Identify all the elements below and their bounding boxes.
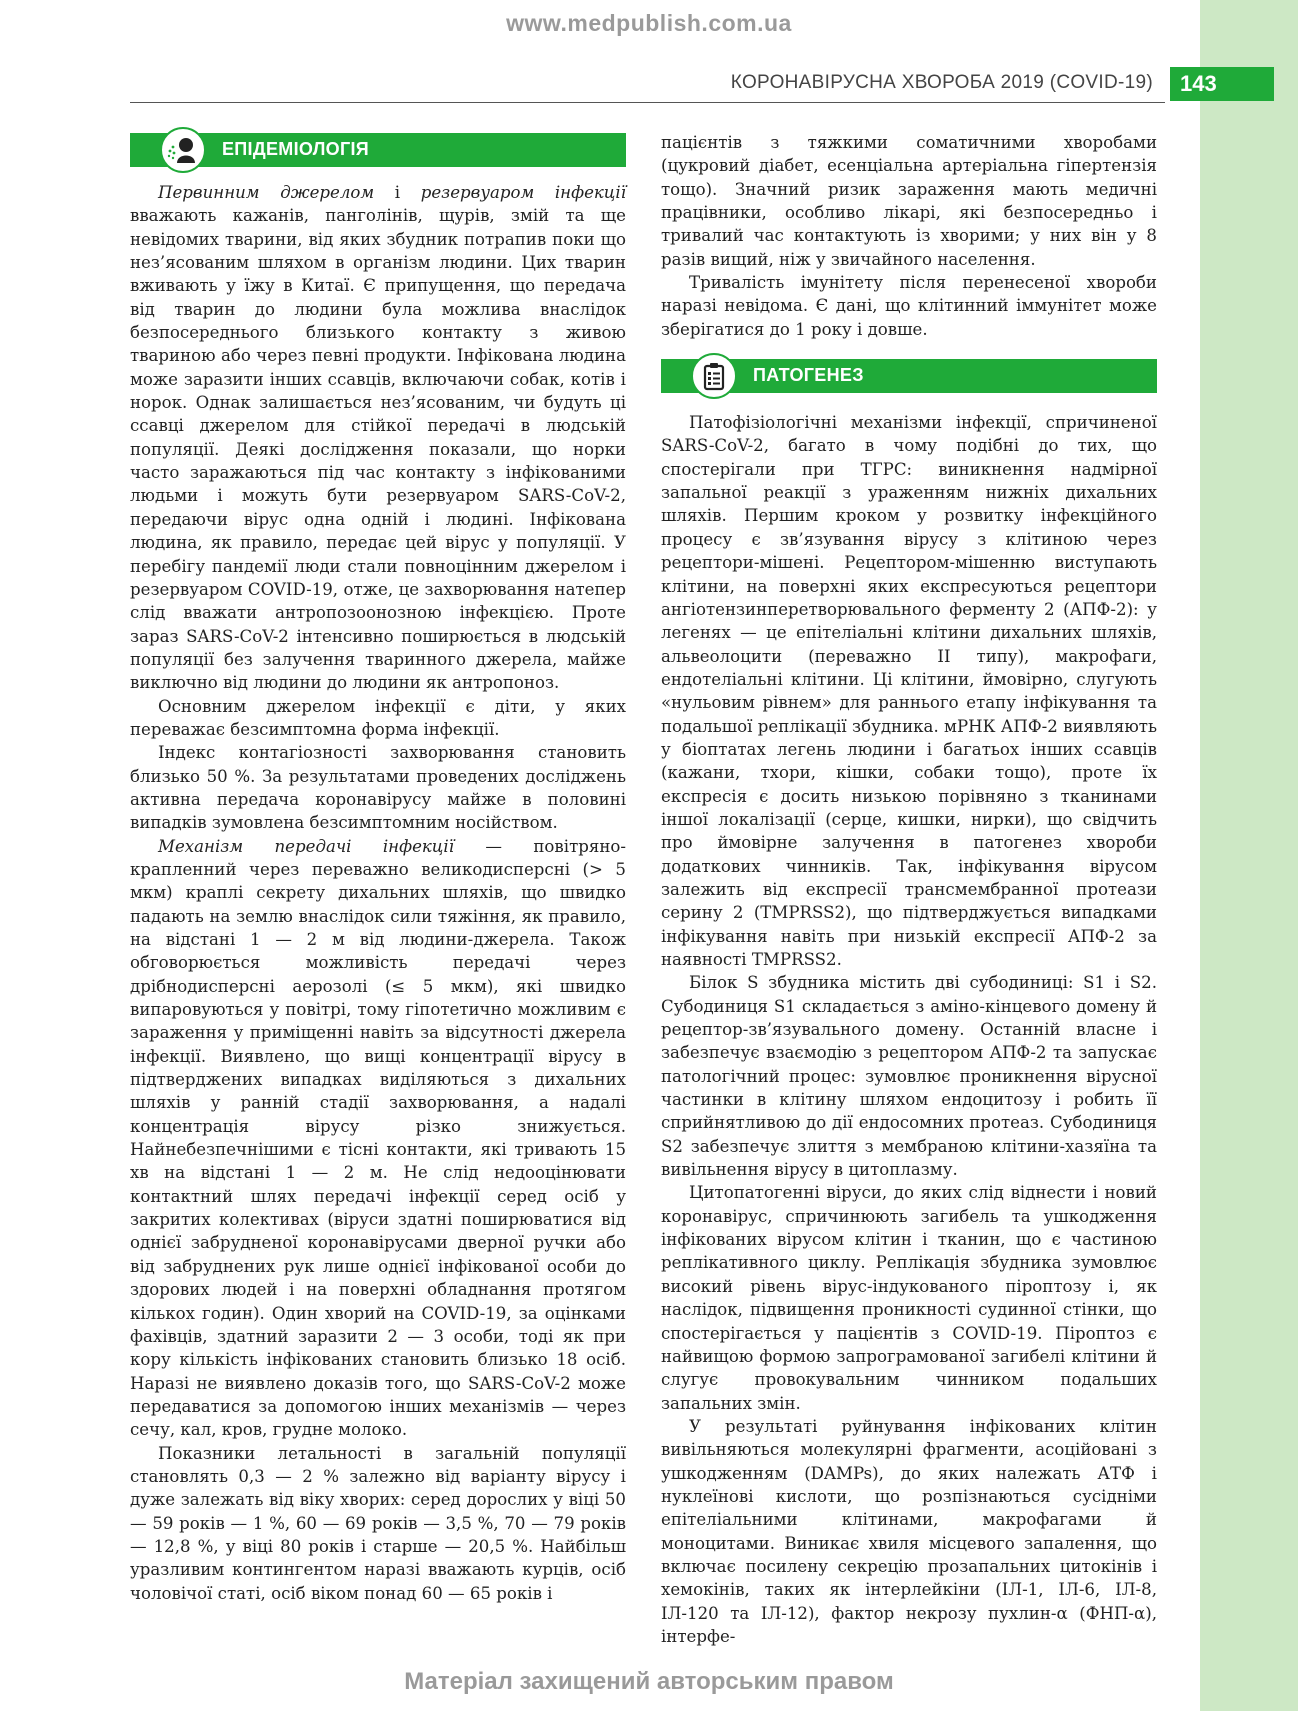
paragraph: Білок S збудника містить дві субодиниці: S1 і S2. Субодиниця S1 складається з аміно-кінцевого домену й рецептор-зв’язувального домену. Останній власне і забезпечує взаємодію з рецептором АПФ-2 та запускає патологічний процес: зумовлює проникнення вірусної частинки в клітину шляхом ендоцитозу і робить її сприйнятливою до дії ендосомних протеаз. Субодиниця S2 забезпечує злиття з мембраною клітини-хазяїна та вивільнення вірусу в цитоплазму. xyxy=(661,973,1157,1180)
italic-term: Механізм передачі інфекції xyxy=(158,836,455,856)
paragraph: Показники летальності в загальній популяції становлять 0,3 — 2 % залежно від варіанту вірусу і дуже залежать від віку хворих: серед дорослих у віці 50 — 59 років — 1 %, 60 — 69 років — 3,5 %, 70 — 79 років — 12,8 %, у віці 80 років і старше — 20,5 %. Найбільш уразливим контингентом наразі вважають курців, осіб чоловічої статі, осіб віком понад 60 — 65 років і xyxy=(130,1443,626,1603)
section-heading-pathogenesis xyxy=(661,359,1157,393)
paragraph: У результаті руйнування інфікованих клітин вивільняються молекулярні фрагменти, асоційовані з ушкодженням (DAMPs), до яких належать АТФ і нуклеїнові кислоти, що розпізнаються сусідніми епітеліальними клітинами, макрофагами й моноцитами. Виникає хвиля місцевого запалення, що включає посилену секрецію прозапальних цитокінів і хемокінів, таких як інтерлейкіни (ІЛ-1, ІЛ-6, ІЛ-8, ІЛ-120 та ІЛ-12), фактор некрозу пухлин-α (ФНП-α), інтерфе- xyxy=(661,1416,1157,1646)
page-number: 143 xyxy=(1170,67,1274,101)
paragraph: Тривалість імунітету після перенесеної хвороби наразі невідома. Є дані, що клітинний іммунітет може зберігатися до 1 року і довше. xyxy=(661,273,1157,339)
section-title-pathogenesis: ПАТОГЕНЕЗ xyxy=(753,365,864,386)
paragraph: Патофізіологічні механізми інфекції, спричиненої SARS-CoV-2, багато в чому подібні до тих, що спостерігали при ТГРС: виникнення надмірної запальної реакції з ураженням нижніх дихальних шляхів. Першим кроком у розвитку інфекційного процесу є зв’язування вірусу з клітиною через рецептори-мішені. Рецептором-мішенню виступають клітини, на поверхні яких експресуються рецептори ангіотензинперетворювального ферменту 2 (АПФ-2): у легенях — це епітеліальні клітини дихальних шляхів, альвеолоцити (переважно ІІ типу), макрофаги, ендотеліальні клітини. Ці клітини, ймовірно, слугують «нульовим рівнем» для раннього етапу інфікування та подальшої реплікації збудника. мРНК АПФ-2 виявляють у біоптатах легень людини і багатьох інших ссавців (кажани, тхори, кішки, собаки тощо), проте їх експресія є досить низькою порівняно з тканинами іншої локалізації (серце, кишки, нирки), що свідчить про ймовірне залучення в патогенез хвороби додаткових чинників. Так, інфікування вірусом залежить від експресії трансмембранної протеази серину 2 (TMPRSS2), що підтверджується випадками інфікування навіть при низькій експресії АПФ-2 за наявності TMPRSS2. xyxy=(661,413,1157,969)
paragraph xyxy=(130,835,626,1442)
right-column xyxy=(661,131,1157,1648)
left-column xyxy=(130,133,626,1605)
paragraph: Основним джерелом інфекції є діти, у яких переважає безсимптомна форма інфекції. xyxy=(130,696,626,739)
watermark-bottom: Матеріал захищений авторським правом xyxy=(404,1668,894,1695)
italic-term: резервуаром інфекції xyxy=(420,183,626,202)
paragraph: Індекс контагіозності захворювання становить близько 50 %. За результатами проведених досліджень активна передача коронавірусу майже в половині випадків зумовлена безсимптомним носійством. xyxy=(130,743,626,833)
text-run: і xyxy=(374,183,421,202)
paragraph: Цитопатогенні віруси, до яких слід віднести і новий коронавірус, спричинюють загибель та ушкодження інфікованих вірусом клітин і тканин, що є частиною реплікативного циклу. Реплікація збудника зумовлює високий рівень вірус-індукованого піроптозу і, як наслідок, підвищення проникності судинної стінки, що спостерігається у пацієнтів з COVID-19. Піроптоз є найвищою формою запрограмованої загибелі клітини й слугує провокувальним чинником подальших запальних змін. xyxy=(661,1183,1157,1413)
running-header xyxy=(130,68,1165,103)
italic-term: Первинним джерелом xyxy=(158,183,375,202)
page-side-band xyxy=(1200,0,1298,1711)
clipboard-list-icon xyxy=(691,353,737,399)
cough-person-icon xyxy=(160,127,206,173)
running-header-title: КОРОНАВІРУСНА ХВОРОБА 2019 (COVID-19) xyxy=(730,72,1153,93)
section-title-epidemiology: ЕПІДЕМІОЛОГІЯ xyxy=(222,139,369,160)
paragraph xyxy=(130,181,626,695)
watermark-top: www.medpublish.com.ua xyxy=(506,10,792,36)
section-heading-epidemiology xyxy=(130,133,626,167)
paragraph: пацієнтів з тяжкими соматичними хворобами (цукровий діабет, есенціальна артеріальна гіпертензія тощо). Значний ризик зараження мають медичні працівники, особливо лікарі, які безпосередньо і тривалий час контактують із хворими; у них він у 8 разів вищий, ніж у звичайного населення. xyxy=(661,133,1157,269)
text-run: — повітряно-крапленний через переважно великодисперсні (> 5 мкм) краплі секрету дихальних шляхів, що швидко падають на землю внаслідок сили тяжіння, як правило, на відстані 1 — 2 м від людини-джерела. Також обговорюється можливість передачі через дрібнодисперсні аерозолі (≤ 5 мкм), які швидко випаровуються у повітрі, тому гіпотетично можливим є зараження у приміщенні навіть за відсутності джерела інфекції. Виявлено, що вищі концентрації вірусу в підтверджених випадках виділяються з дихальних шляхів у ранній стадії захворювання, а надалі концентрація вірусу різко знижується. Найнебезпечнішими є тісні контакти, які тривають 15 хв на відстані 1 — 2 м. Не слід недооцінювати контактний шлях передачі інфекції серед осіб у закритих колективах (віруси здатні поширюватися від однієї забрудненої коронавірусами дверної ручки або від забруднених рук лише однієї інфікованої особи до здорових людей і на поверхні обладнання протягом кількох годин). Один хворий на COVID-19, за оцінками фахівців, здатний заразити 2 — 3 особи, тоді як при кору кількість інфікованих становить близько 18 осіб. Наразі не виявлено доказів того, що SARS-CoV-2 може передаватися за допомогою інших механізмів — через сечу, кал, кров, грудне молоко. xyxy=(130,836,626,1440)
text-run: вважають кажанів, панголінів, щурів, змій та ще невідомих тварини, від яких збудник потрапив поки що нез’ясованим шляхом в організм людини. Цих тварин вживають у їжу в Китаї. Є припущення, що передача від тварин до людини була можлива внаслідок безпосереднього близького контакту з живою твариною або через певні продукти. Інфікована людина може заразити інших ссавців, включаючи собак, котів і норок. Однак залишається нез’ясованим, чи будуть ці ссавці джерелом для стійкої передачі в людській популяції. Деякі дослідження показали, що норки часто заражаються під час контакту з інфікованими людьми і можуть бути резервуаром SARS-CoV-2, передаючи вірус одна одній і людині. Інфікована людина, як правило, передає цей вірус у популяції. У перебігу пандемії люди стали повноцінним джерелом і резервуаром COVID-19, отже, це захворювання натепер слід вважати антропозоонозною інфекцією. Проте зараз SARS-CoV-2 інтенсивно поширюється в людській популяції без залучення тваринного джерела, майже виключно від людини до людини як антропоноз. xyxy=(130,206,626,693)
